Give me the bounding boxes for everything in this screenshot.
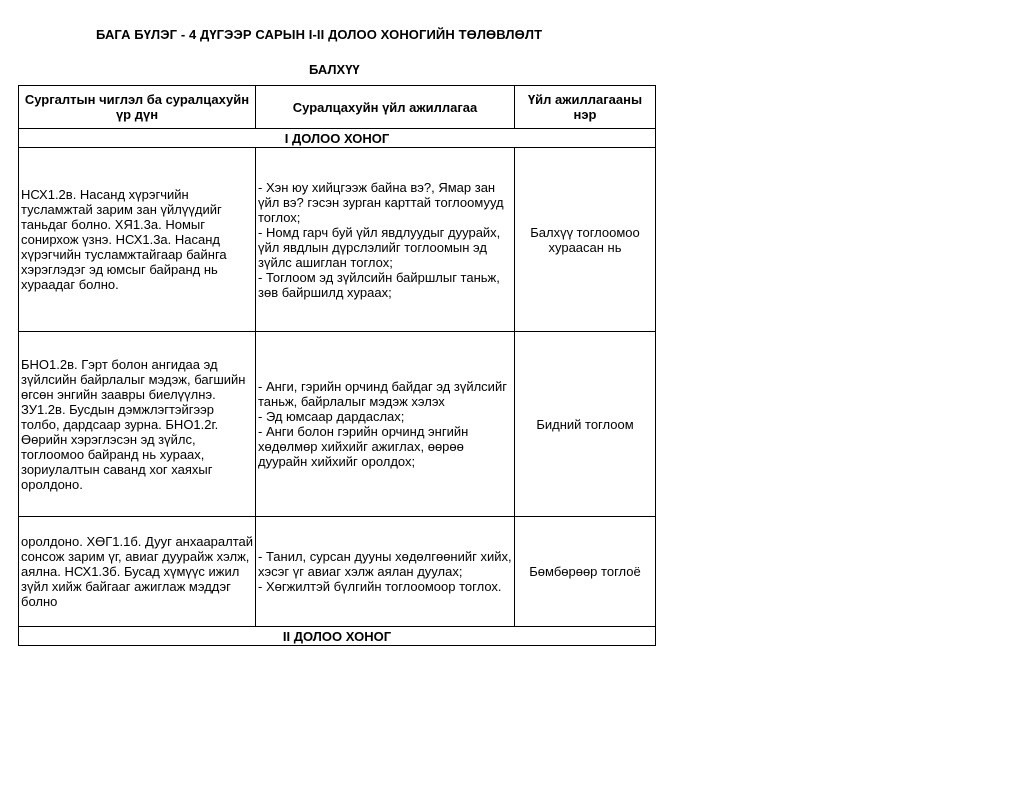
outcome-text: БНО1.2в. Гэрт болон ангидаа эд зүйлсийн байрлалыг мэдэж, багшийн өгсөн энгийн заавры биелүүлнэ. ЗУ1.2в. Бусдын дэмжлэгтэйгээр толбо, дардсаар зурна. БНО1.2г. Өөрийн хэрэглэсэн эд зүйлс, тоглоомоо байранд нь хураах, зориулалтын саванд хог хаяхыг оролдоно.: [21, 356, 246, 492]
plan-table: [18, 85, 656, 646]
header-outcomes: Сургалтын чиглэл ба суралцахуйн үр дүн: [19, 86, 256, 129]
document-subtitle: БАЛХҮҮ: [309, 62, 360, 77]
activity-cell: [256, 517, 515, 627]
outcome-text: оролдоно. ХӨГ1.1б. Дууг анхааралтай сонсож зарим үг, авиаг дуурайж хэлж, аялна. НСХ1.3б. Бусад хүмүүс ижил зүйл хийж байгааг ажиглаж мэддэг болно: [21, 534, 254, 609]
table-row: [19, 148, 656, 332]
activity-name-cell: [515, 148, 656, 332]
activity-name-text: Бөмбөрөөр тоглоё: [529, 564, 641, 579]
outcome-cell: [19, 148, 256, 332]
outcome-cell: [19, 332, 256, 517]
table-row: [19, 332, 656, 517]
activity-name-text: Балхүү тоглоомоо хураасан нь: [530, 224, 640, 255]
activity-name-cell: [515, 332, 656, 517]
activity-cell: [256, 148, 515, 332]
activity-name-cell: [515, 517, 656, 627]
header-activity-name: Үйл ажиллагааны нэр: [515, 86, 656, 129]
outcome-cell: [19, 517, 256, 627]
table-row: [19, 517, 656, 627]
activity-text: - Анги, гэрийн орчинд байдаг эд зүйлсийг таньж, байрлалыг мэдэж хэлэх - Эд юмсаар дардаслах; - Анги болон гэрийн орчинд энгийн хөдөлмөр хийхийг ажиглах, өөрөө дуурайн хийхийг оролдох;: [258, 379, 507, 469]
activity-text: - Танил, сурсан дууны хөдөлгөөнийг хийх, хэсэг үг авиаг хэлж аялан дуулах; - Хөгжилтэй бүлгийн тоглоомоор тоглох.: [258, 549, 512, 594]
activity-name-text: Бидний тоглоом: [536, 416, 634, 432]
week-row: [19, 627, 656, 646]
document-title: БАГА БҮЛЭГ - 4 ДҮГЭЭР САРЫН I-II ДОЛОО ХОНОГИЙН ТӨЛӨВЛӨЛТ: [96, 27, 543, 42]
week-1-label: I ДОЛОО ХОНОГ: [19, 129, 656, 148]
header-activities: Суралцахуйн үйл ажиллагаа: [256, 86, 515, 129]
table-header-row: [19, 86, 656, 129]
outcome-text: НСХ1.2в. Насанд хүрэгчийн тусламжтай зарим зан үйлүүдийг таньдаг болно. ХЯ1.3а. Номыг сонирхож үзнэ. НСХ1.3а. Насанд хүрэгчийн тусламжтайгаар байнга хэрэглэдэг эд юмсыг байранд нь хураадаг болно.: [21, 187, 227, 292]
week-row: [19, 129, 656, 148]
activity-cell: [256, 332, 515, 517]
week-2-label: II ДОЛОО ХОНОГ: [19, 627, 656, 646]
activity-text: - Хэн юу хийцгээж байна вэ?, Ямар зан үйл вэ? гэсэн зурган карттай тоглоомууд тоглох; - Номд гарч буй үйл явдлуудыг дуурайх, үйл явдлын дүрслэлийг тоглоомын эд зүйлс ашиглан тоглох; - Тоглоом эд зүйлсийн байршлыг таньж, зөв байршилд хураах;: [258, 179, 504, 300]
